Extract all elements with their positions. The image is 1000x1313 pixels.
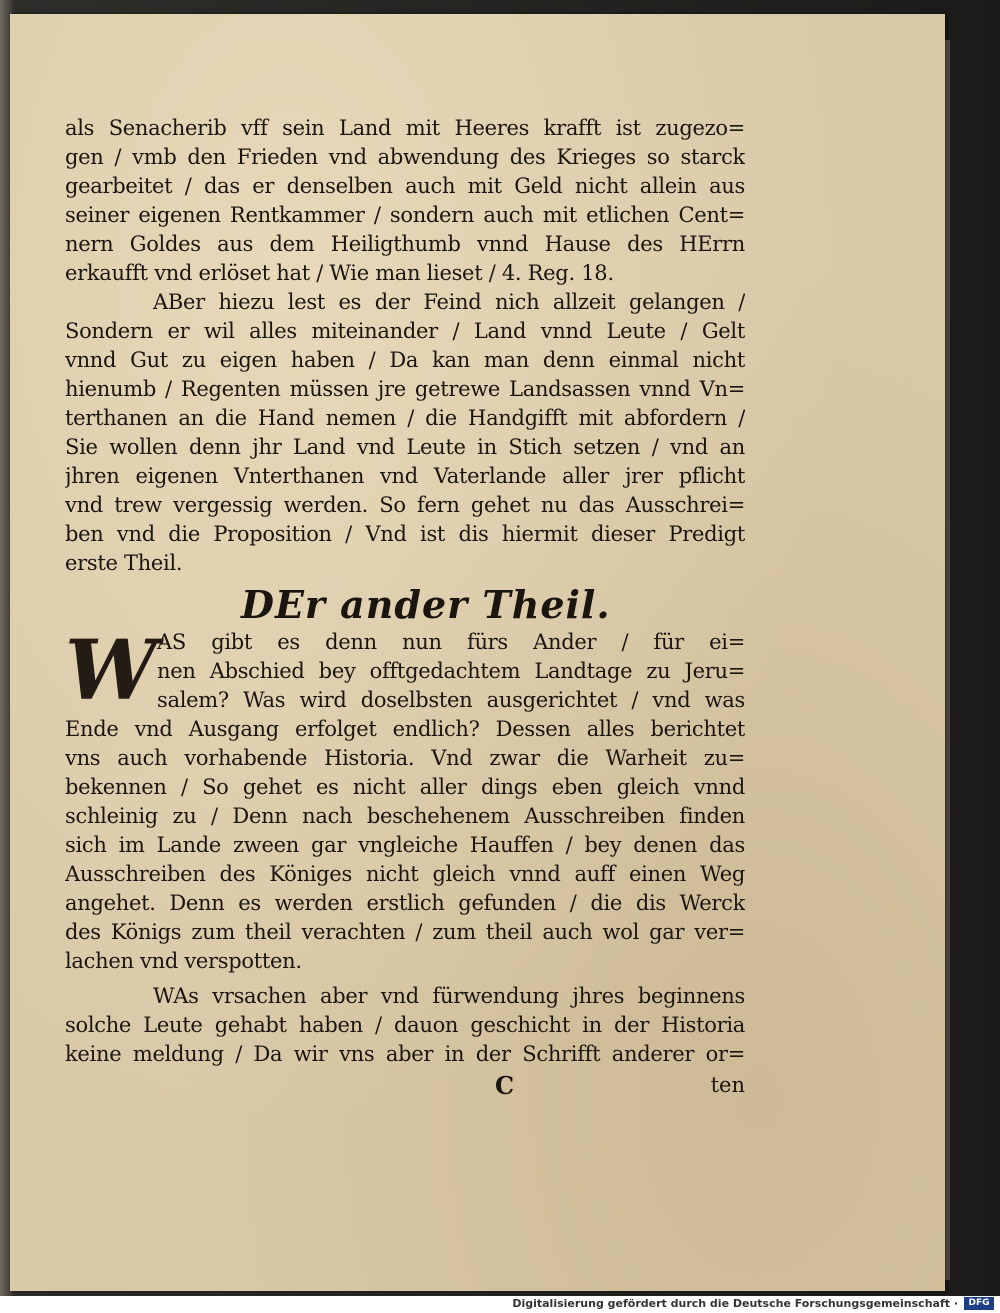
paragraph-1	[65, 114, 745, 288]
signature-mark: C	[495, 1071, 515, 1100]
dfg-logo: DFG	[964, 1297, 994, 1310]
page-footer	[65, 1071, 745, 1101]
credit-text: Digitalisierung gefördert durch die Deutsche Forschungsgemeinschaft ·	[512, 1297, 958, 1310]
text-line: vnnd Gut zu eigen haben / Da kan man denn einmal nicht	[65, 348, 745, 372]
text-line: erste Theil.	[65, 551, 183, 575]
text-line: nen Abschied bey offtgedachtem Landtage zu Jeru=	[157, 659, 745, 683]
text-line: jhren eigenen Vnterthanen vnd Vaterlande aller jrer pflicht	[65, 464, 745, 488]
text-line: Ende vnd Ausgang erfolget endlich? Dessen alles berichtet	[65, 717, 745, 741]
text-line: lachen vnd verspotten.	[65, 949, 302, 973]
text-line: sich im Lande zween gar vngleiche Hauffen / bey denen das	[65, 833, 745, 857]
text-line: vnd trew vergessig werden. So fern gehet nu das Ausschrei=	[65, 493, 745, 517]
text-line: schleinig zu / Denn nach beschehenem Ausschreiben finden	[65, 804, 745, 828]
text-line: seiner eigenen Rentkammer / sondern auch mit etlichen Cent=	[65, 203, 745, 227]
text-line: erkaufft vnd erlöset hat / Wie man lieset / 4. Reg. 18.	[65, 261, 614, 285]
text-line: keine meldung / Da wir vns aber in der Schrifft anderer or=	[65, 1042, 745, 1066]
text-line: AS gibt es denn nun fürs Ander / für ei=	[157, 630, 745, 654]
text-line: vns auch vorhabende Historia. Vnd zwar die Warheit zu=	[65, 746, 745, 770]
scanned-page	[10, 14, 945, 1291]
text-line: Sondern er wil alles miteinander / Land vnnd Leute / Gelt	[65, 319, 745, 343]
paragraph-4	[65, 982, 745, 1069]
drop-cap-initial: W	[65, 623, 158, 719]
text-line: terthanen an die Hand nemen / die Handgifft mit abfordern /	[65, 406, 745, 430]
credit-bar	[0, 1296, 1000, 1313]
paragraph-2	[65, 288, 745, 578]
text-line: gearbeitet / das er denselben auch mit Geld nicht allein aus	[65, 174, 745, 198]
text-line: WAs vrsachen aber vnd fürwendung jhres beginnens	[153, 984, 745, 1008]
paragraph-3	[65, 623, 745, 976]
text-line: als Senacherib vff sein Land mit Heeres krafft ist zugezo=	[65, 116, 745, 140]
text-line: Sie wollen denn jhr Land vnd Leute in Stich setzen / vnd an	[65, 435, 745, 459]
section-heading: DEr ander Theil.	[241, 582, 611, 627]
text-line: ben vnd die Proposition / Vnd ist dis hiermit dieser Predigt	[65, 522, 745, 546]
text-line: hienumb / Regenten müssen jre getrewe Landsassen vnnd Vn=	[65, 377, 745, 401]
text-line: Ausschreiben des Königes nicht gleich vnnd auff einen Weg	[65, 862, 745, 886]
page-text	[65, 114, 745, 1101]
text-line: gen / vmb den Frieden vnd abwendung des Krieges so starck	[65, 145, 745, 169]
text-line: nern Goldes aus dem Heiligthumb vnnd Hause des HErrn	[65, 232, 745, 256]
text-line: salem? Was wird doselbsten ausgerichtet / vnd was	[157, 688, 745, 712]
catchword: ten	[710, 1073, 745, 1097]
text-line: solche Leute gehabt haben / dauon geschicht in der Historia	[65, 1013, 745, 1037]
text-line: des Königs zum theil verachten / zum theil auch wol gar ver=	[65, 920, 745, 944]
text-line: angehet. Denn es werden erstlich gefunden / die dis Werck	[65, 891, 745, 915]
text-line: ABer hiezu lest es der Feind nich allzeit gelangen /	[153, 290, 745, 314]
text-line: bekennen / So gehet es nicht aller dings eben gleich vnnd	[65, 775, 745, 799]
